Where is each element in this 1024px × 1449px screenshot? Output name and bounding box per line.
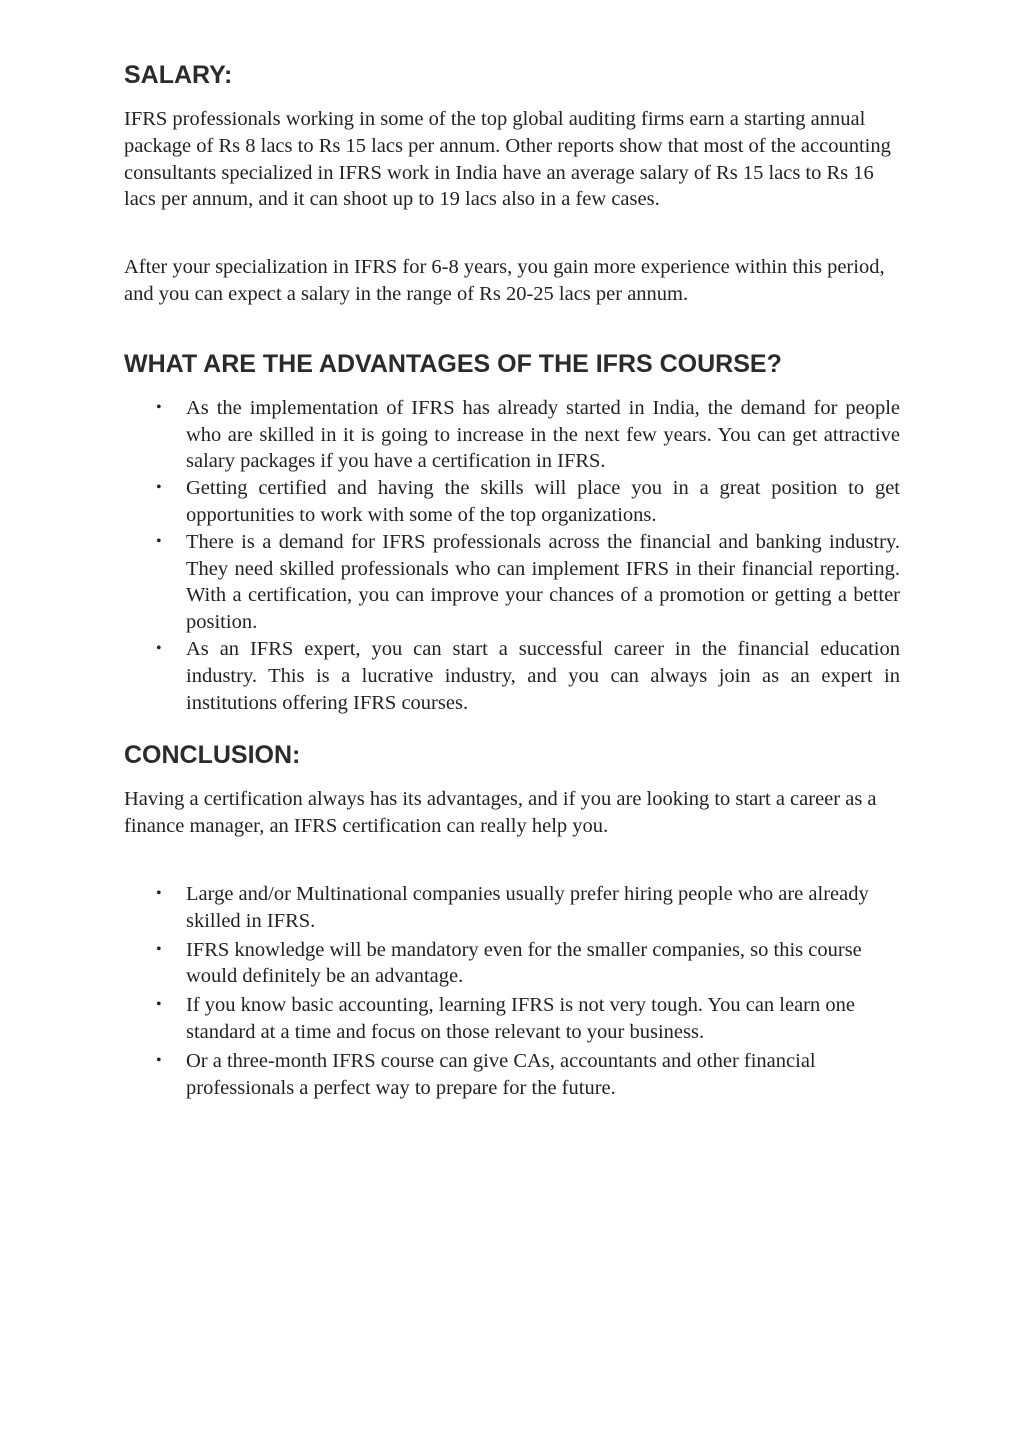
salary-paragraph-1: IFRS professionals working in some of the top global auditing firms earn a starting annual package of Rs 8 lacs to Rs 15 lacs per annum. Other reports show that most of the accounting consultants specialized in IFRS work in India have an average salary of Rs 15 lacs to Rs 16 lacs per annum, and it can shoot up to 19 lacs also in a few cases. xyxy=(124,108,891,211)
advantages-heading: WHAT ARE THE ADVANTAGES OF THE IFRS COURSE? xyxy=(124,349,782,378)
salary-paragraph-2: After your specialization in IFRS for 6-8 years, you gain more experience within this period, and you can expect a salary in the range of Rs 20-25 lacs per annum. xyxy=(124,256,885,305)
advantages-list xyxy=(124,395,900,717)
conclusion-list-item: • If you know basic accounting, learning IFRS is not very tough. You can learn one standard at a time and focus on those relevant to your business. xyxy=(186,992,900,1046)
advantages-list-item: • Getting certified and having the skills will place you in a great position to get opportunities to work with some of the top organizations. xyxy=(186,475,900,529)
conclusion-list xyxy=(124,881,900,1101)
advantages-list-item: • As an IFRS expert, you can start a successful career in the financial education industry. This is a lucrative industry, and you can always join as an expert in institutions offering IFRS courses. xyxy=(186,636,900,716)
conclusion-list-item: • Or a three-month IFRS course can give CAs, accountants and other financial professionals a perfect way to prepare for the future. xyxy=(186,1048,900,1102)
advantages-list-item: • There is a demand for IFRS professionals across the financial and banking industry. They need skilled professionals who can implement IFRS in their financial reporting. With a certification, you can improve your chances of a promotion or getting a better position. xyxy=(186,529,900,636)
document-page xyxy=(124,58,900,1103)
advantages-list-item: • As the implementation of IFRS has already started in India, the demand for people who are skilled in it is going to increase in the next few years. You can get attractive salary packages if you have a certification in IFRS. xyxy=(186,395,900,475)
conclusion-list-item: • Large and/or Multinational companies usually prefer hiring people who are already skilled in IFRS. xyxy=(186,881,900,935)
conclusion-heading: CONCLUSION: xyxy=(124,741,301,770)
salary-heading: SALARY: xyxy=(124,61,233,89)
conclusion-list-item: • IFRS knowledge will be mandatory even for the smaller companies, so this course would definitely be an advantage. xyxy=(186,937,900,991)
conclusion-paragraph: Having a certification always has its advantages, and if you are looking to start a career as a finance manager, an IFRS certification can really help you. xyxy=(124,788,877,838)
